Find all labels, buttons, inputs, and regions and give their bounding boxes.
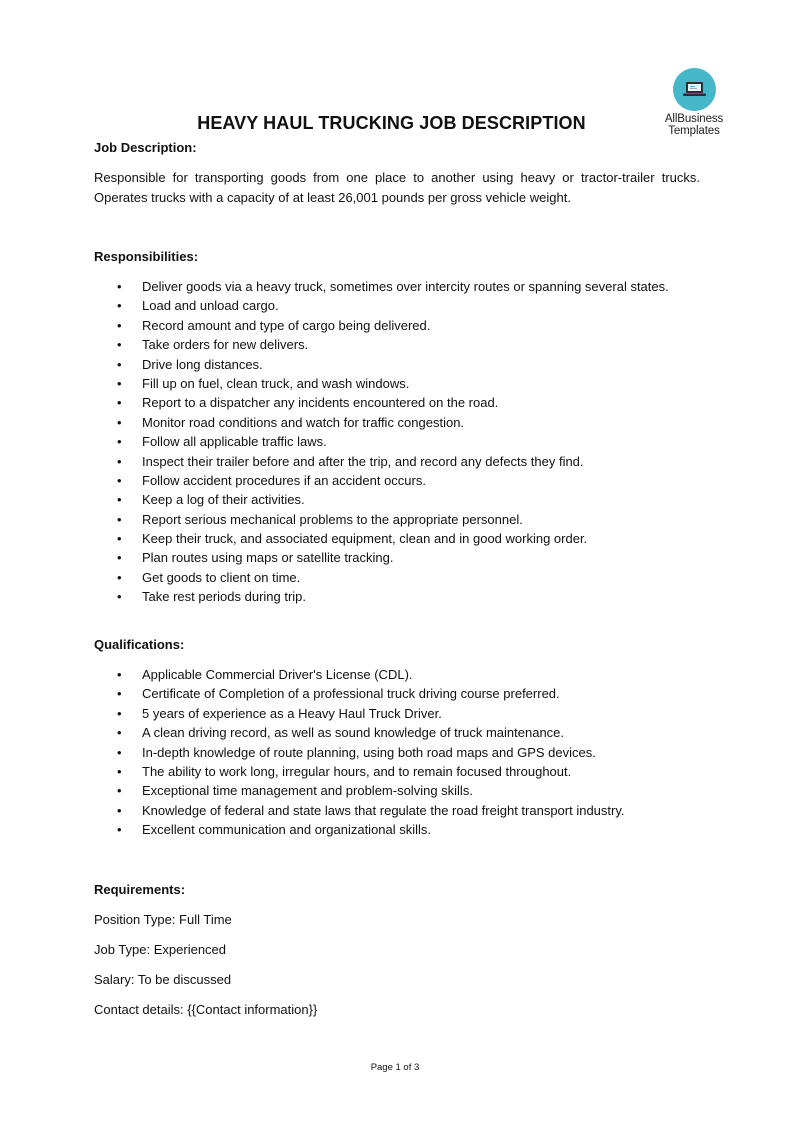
bullet-icon: •: [117, 279, 122, 294]
list-item: [0, 743, 625, 762]
list-item-text: Follow accident procedures if an accident occurs.: [142, 472, 426, 488]
list-item: [0, 316, 669, 335]
list-item: [0, 374, 669, 393]
list-item-text: Fill up on fuel, clean truck, and wash windows.: [142, 375, 410, 391]
qualifications-list: [0, 665, 625, 840]
list-item: [0, 335, 669, 354]
bullet-icon: •: [117, 337, 122, 353]
list-item: [0, 510, 669, 529]
bullet-icon: •: [117, 298, 122, 314]
list-item: [0, 820, 625, 839]
responsibilities-heading: Responsibilities:: [94, 249, 199, 264]
bullet-icon: •: [117, 434, 122, 450]
job-description-line-2: Operates trucks with a capacity of at least 26,001 pounds per gross vehicle weight.: [94, 189, 571, 205]
list-item-text: Monitor road conditions and watch for traffic congestion.: [142, 414, 465, 430]
bullet-icon: •: [117, 783, 122, 799]
responsibilities-list: [0, 277, 669, 607]
qualifications-heading: Qualifications:: [94, 637, 185, 652]
list-item-text: Report serious mechanical problems to the appropriate personnel.: [142, 511, 523, 527]
list-item: [0, 490, 669, 509]
list-item: [0, 296, 669, 315]
contact-details: Contact details: {{Contact information}}: [94, 1002, 318, 1017]
list-item-text: A clean driving record, as well as sound knowledge of truck maintenance.: [142, 725, 565, 741]
list-item: [0, 801, 625, 820]
bullet-icon: •: [117, 725, 122, 741]
logo-text-line2: Templates: [668, 125, 720, 137]
list-item-text: The ability to work long, irregular hours, and to remain focused throughout.: [142, 763, 572, 779]
bullet-icon: •: [117, 511, 122, 527]
logo-text-line1: AllBusiness: [664, 113, 724, 125]
bullet-icon: •: [117, 492, 122, 508]
list-item-text: Drive long distances.: [142, 356, 263, 372]
bullet-icon: •: [117, 317, 122, 333]
list-item-text: In-depth knowledge of route planning, using both road maps and GPS devices.: [142, 744, 596, 760]
list-item: [0, 568, 669, 587]
list-item-text: Get goods to client on time.: [142, 569, 301, 585]
list-item-text: Load and unload cargo.: [142, 298, 279, 314]
list-item: [0, 781, 625, 800]
list-item: [0, 452, 669, 471]
list-item: [0, 723, 625, 742]
list-item-text: Record amount and type of cargo being delivered.: [142, 317, 431, 333]
list-item-text: Keep a log of their activities.: [142, 492, 305, 508]
bullet-icon: •: [117, 686, 122, 702]
list-item: [0, 355, 669, 374]
list-item: [0, 393, 669, 412]
bullet-icon: •: [117, 763, 122, 779]
list-item-text: Keep their truck, and associated equipment, clean and in good working order.: [142, 531, 588, 547]
list-item: [0, 277, 669, 296]
bullet-icon: •: [117, 744, 122, 760]
bullet-icon: •: [117, 375, 122, 391]
salary: Salary: To be discussed: [94, 972, 232, 987]
bullet-icon: •: [117, 589, 122, 605]
bullet-icon: •: [117, 569, 122, 585]
bullet-icon: •: [117, 550, 122, 566]
position-type: Position Type: Full Time: [94, 912, 232, 927]
bullet-icon: •: [117, 822, 122, 838]
list-item-text: Take rest periods during trip.: [142, 589, 307, 605]
list-item: [0, 684, 625, 703]
laptop-icon: [673, 68, 716, 111]
requirements-heading: Requirements:: [94, 882, 186, 897]
page-number: Page 1 of 3: [370, 1062, 420, 1073]
list-item: [0, 762, 625, 781]
document-title: HEAVY HAUL TRUCKING JOB DESCRIPTION: [197, 113, 586, 133]
list-item: [0, 548, 669, 567]
list-item-text: Follow all applicable traffic laws.: [142, 434, 327, 450]
job-description-line-1: Responsible for transporting goods from one place to another using heavy or tractor-trailer trucks.: [94, 170, 700, 185]
bullet-icon: •: [117, 667, 122, 682]
list-item-text: Knowledge of federal and state laws that regulate the road freight transport industry.: [142, 802, 625, 818]
bullet-icon: •: [117, 414, 122, 430]
list-item: [0, 413, 669, 432]
list-item-text: 5 years of experience as a Heavy Haul Truck Driver.: [142, 705, 442, 721]
job-type: Job Type: Experienced: [94, 942, 227, 957]
bullet-icon: •: [117, 453, 122, 469]
list-item: [0, 665, 625, 684]
bullet-icon: •: [117, 705, 122, 721]
bullet-icon: •: [117, 802, 122, 818]
list-item: [0, 704, 625, 723]
list-item: [0, 432, 669, 451]
bullet-icon: •: [117, 356, 122, 372]
list-item-text: Inspect their trailer before and after the trip, and record any defects they find.: [142, 453, 584, 469]
list-item-text: Applicable Commercial Driver's License (CDL).: [142, 667, 413, 682]
job-description-heading: Job Description:: [94, 140, 197, 155]
list-item: [0, 587, 669, 606]
list-item-text: Report to a dispatcher any incidents encountered on the road.: [142, 395, 499, 411]
bullet-icon: •: [117, 472, 122, 488]
job-description-paragraph: [94, 168, 700, 207]
list-item-text: Deliver goods via a heavy truck, sometimes over intercity routes or spanning several states.: [142, 279, 669, 294]
list-item: [0, 471, 669, 490]
list-item-text: Certificate of Completion of a professional truck driving course preferred.: [142, 686, 560, 702]
list-item-text: Take orders for new delivers.: [142, 337, 309, 353]
bullet-icon: •: [117, 395, 122, 411]
bullet-icon: •: [117, 531, 122, 547]
list-item-text: Plan routes using maps or satellite tracking.: [142, 550, 394, 566]
list-item-text: Exceptional time management and problem-solving skills.: [142, 783, 473, 799]
list-item: [0, 529, 669, 548]
list-item-text: Excellent communication and organizational skills.: [142, 822, 432, 838]
